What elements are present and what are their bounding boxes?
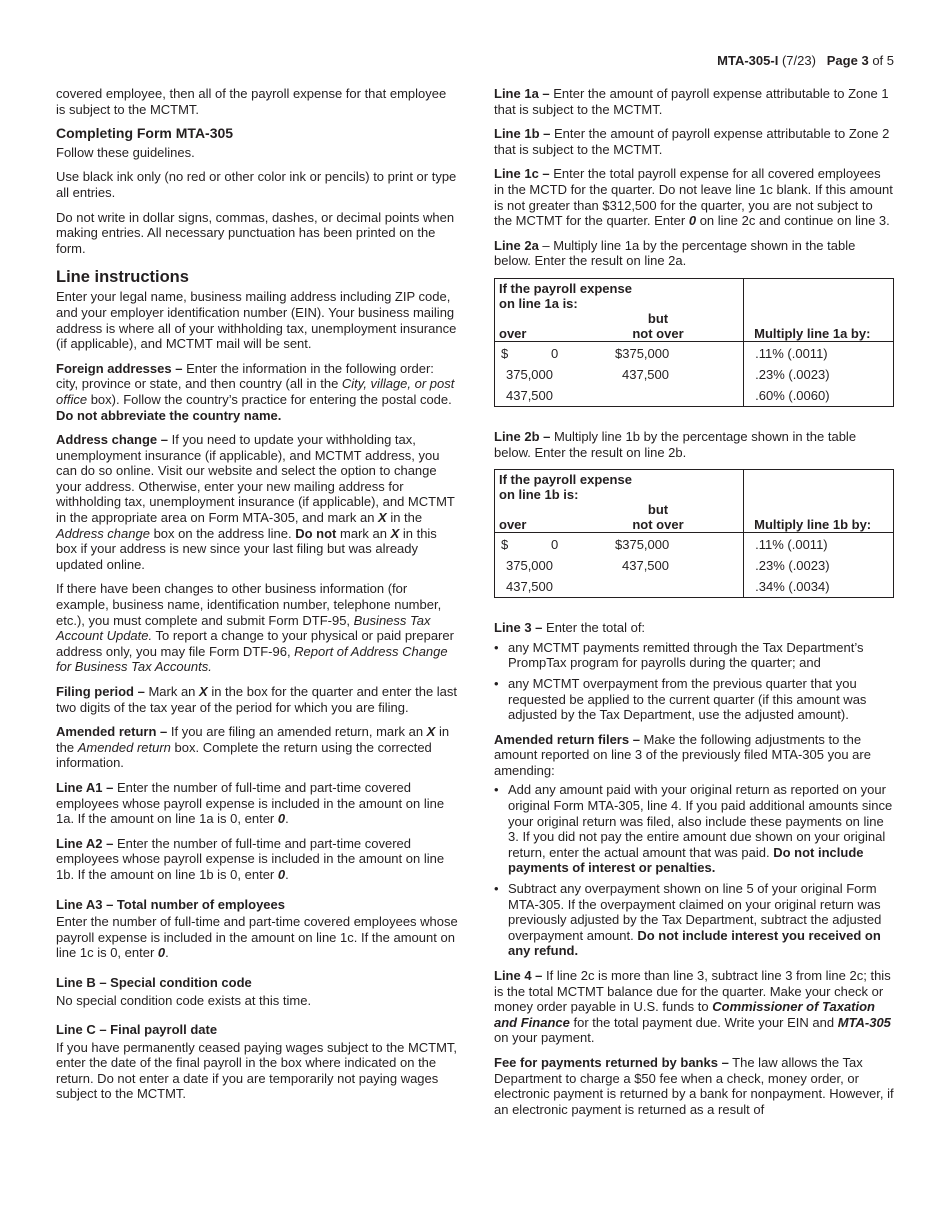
- t1-row1-not-over: $375,000: [615, 345, 670, 361]
- l1c-zero: 0: [688, 213, 697, 229]
- t2-row2-rate: .23% (.0023): [755, 558, 830, 574]
- a2-zero: 0: [277, 866, 286, 882]
- form-date: (7/23): [781, 53, 816, 68]
- a1-label: Line A1 –: [56, 779, 114, 795]
- t1-multiply-header: Multiply line 1a by:: [754, 325, 871, 341]
- a3-zero: 0: [157, 945, 166, 961]
- line-a1-paragraph: [56, 780, 458, 827]
- l1b-text: Enter the amount of payroll expense attributable to Zone 2 that is subject to the MCTMT.: [494, 126, 890, 157]
- fee-paragraph: [494, 1055, 894, 1117]
- l1c-label: Line 1c –: [494, 166, 550, 182]
- amended-text-a: If you are filing an amended return, mark an: [167, 724, 427, 740]
- l4-commissioner: Commissioner of Taxation and Finance: [494, 999, 876, 1030]
- other-changes-paragraph: [56, 581, 458, 675]
- t2-multiply-header: Multiply line 1b by:: [754, 517, 872, 533]
- line-3-paragraph: [494, 620, 894, 636]
- foreign-label: Foreign addresses –: [56, 360, 183, 376]
- line-1a-paragraph: [494, 86, 894, 117]
- address-change-paragraph: [56, 432, 458, 572]
- l4-label: Line 4 –: [494, 968, 543, 983]
- t1-but: but: [647, 310, 669, 326]
- completing-p2: Use black ink only (no red or other color ink or pencils) to print or type all entries.: [56, 169, 457, 200]
- amended-text-b: in the: [56, 724, 450, 755]
- t1-row2-over: 375,000: [506, 366, 553, 382]
- addr-text-c: box on the address line.: [149, 525, 296, 541]
- l4-mta305: MTA-305: [837, 1014, 891, 1030]
- line-instructions-paragraph: Enter your legal name, business mailing address including ZIP code, and your employer identification number (EIN). Your business mailing address is where all of your withholding tax, unemployment insurance (if applicable), and MCTMT mail will be sent.: [56, 289, 457, 352]
- list-item: [494, 881, 894, 959]
- amended-label: Amended return –: [56, 724, 168, 740]
- other-italic-2: Report of Address Change for Business Tax Accounts.: [56, 643, 448, 675]
- completing-title: Completing Form MTA-305: [56, 125, 234, 142]
- arf-b1-bold: Do not include payments of interest or penalties.: [508, 844, 864, 876]
- arf-label: Amended return filers –: [494, 731, 640, 747]
- l3-text: Enter the total of:: [542, 620, 646, 636]
- list-item: [494, 782, 894, 876]
- t1-row3-over: 437,500: [506, 387, 553, 403]
- fee-label: Fee for payments returned by banks –: [494, 1054, 729, 1070]
- amended-filers-list: [494, 782, 894, 959]
- addr-text-a: If you need to update your withholding tax, unemployment insurance (if applicable), and MCTMT address, you can do so online. Visit our website and select the option to change your address. Otherwise, enter your new mailing address for withholding tax, unemployment insurance (if applicable), and MCTMT in the appropriate area on Form MTA-305, and mark an: [56, 432, 455, 526]
- a3-text: Enter the number of full-time and part-time covered employees whose payroll expense is included in the amount on line 1c. If the amount on line 1c is 0, enter: [56, 914, 458, 961]
- amended-return-paragraph: [56, 724, 458, 771]
- foreign-italic: City, village, or post office: [56, 376, 455, 407]
- t2-over-header: over: [499, 517, 527, 533]
- l1c-text-b: on line 2c and continue on line 3.: [696, 213, 890, 229]
- line-b-paragraph: No special condition code exists at this time.: [56, 992, 312, 1008]
- a2-label: Line A2 –: [56, 835, 114, 851]
- page-header: [717, 53, 894, 69]
- addr-text-e: in this box if your address is new since your last filing but was already updated online.: [56, 525, 437, 572]
- a3-end: .: [165, 945, 169, 961]
- addr-text-b: in the: [386, 510, 423, 526]
- l2b-label: Line 2b –: [494, 428, 551, 444]
- line-a3-title: Line A3 – Total number of employees: [56, 896, 285, 912]
- filing-x: X: [199, 684, 208, 699]
- t2-row3-over: 437,500: [506, 579, 553, 595]
- t1-row2-not-over: 437,500: [622, 366, 669, 382]
- line-4-paragraph: [494, 968, 894, 1046]
- other-text-a: If there have been changes to other business information (for example, business name, identification number, telephone number, etc.), you must complete and submit Form DTF-95,: [56, 581, 442, 628]
- t2-row3-rate: .34% (.0034): [755, 579, 830, 595]
- l3-label: Line 3 –: [494, 620, 543, 636]
- t2-if-line1: If the payroll expense: [499, 472, 632, 488]
- a1-end: .: [285, 811, 289, 827]
- t2-if-line2: on line 1b is:: [499, 487, 579, 503]
- t1-row3-rate: .60% (.0060): [755, 387, 830, 403]
- line-1c-paragraph: [494, 166, 894, 228]
- filing-period-paragraph: [56, 684, 458, 715]
- t1-if-line2: on line 1a is:: [499, 295, 578, 311]
- line-b-title: Line B – Special condition code: [56, 974, 252, 990]
- a1-text: Enter the number of full-time and part-time covered employees whose payroll expense is included in the amount on line 1a. If the amount on line 1a is 0, enter: [56, 779, 445, 827]
- line-1b-paragraph: [494, 126, 894, 157]
- completing-p3: Do not write in dollar signs, commas, dashes, or decimal points when making entries. All necessary punctuation has been printed on the form.: [56, 209, 455, 256]
- other-italic-1: Business Tax Account Update.: [56, 612, 431, 644]
- filing-text-b: in the box for the quarter and enter the last two digits of the tax year of the period for which you are filing.: [56, 684, 458, 715]
- fee-text: The law allows the Tax Department to charge a $50 fee when a check, money order, or electronic payment is returned by a bank for nonpayment. However, if an electronic payment is returned as a result of: [494, 1054, 894, 1117]
- addr-italic: Address change: [56, 525, 150, 541]
- t1-not-over-header: not over: [632, 325, 684, 341]
- right-column: [494, 86, 894, 1126]
- t2-row2-not-over: 437,500: [622, 558, 669, 574]
- t1-over-header: over: [499, 325, 527, 341]
- page-total: of 5: [872, 53, 894, 68]
- l1a-label: Line 1a –: [494, 86, 550, 101]
- filing-text-a: Mark an: [144, 684, 200, 699]
- t1-row1-over: 0: [551, 345, 559, 361]
- a2-text: Enter the number of full-time and part-time covered employees whose payroll expense is included in the amount on line 1b. If the amount on line 1b is 0, enter: [56, 835, 445, 882]
- left-column: [56, 86, 458, 1111]
- l4-text-a: If line 2c is more than line 3, subtract line 3 from line 2c; this is the total MCTMT balance due for the quarter. Make your check or money order payable in U.S. funds to: [494, 968, 891, 1015]
- filing-label: Filing period –: [56, 684, 145, 699]
- t1-row1-rate: .11% (.0011): [755, 345, 828, 361]
- foreign-text-a: Enter the information in the following order: city, province or state, and then country (all in the: [56, 360, 434, 392]
- addr-donot: Do not: [295, 525, 337, 541]
- addr-x2: X: [390, 525, 400, 541]
- t2-row2-over: 375,000: [506, 558, 553, 574]
- page-label: Page: [826, 53, 858, 68]
- amended-italic: Amended return: [77, 739, 171, 755]
- a2-end: .: [285, 866, 289, 882]
- rate-table-1b: [494, 469, 894, 598]
- arf-b2-text: Subtract any overpayment shown on line 5 of your original Form MTA-305. If the overpayment claimed on your original return was previously adjusted by the Tax Department, subtract the adjusted overpayment amount.: [508, 881, 882, 943]
- line-instructions-title: Line instructions: [56, 268, 189, 287]
- completing-p1: Follow these guidelines.: [56, 144, 195, 160]
- line-3-list: [494, 640, 894, 723]
- l2a-text: – Multiply line 1a by the percentage shown in the table below. Enter the result on line 2a.: [494, 237, 856, 269]
- l4-text-b: for the total payment due. Write your EIN and: [569, 1014, 838, 1030]
- arf-b2-bold: Do not include interest you received on any refund.: [508, 927, 881, 959]
- foreign-text-b: box). Follow the country’s practice for entering the postal code.: [87, 391, 452, 407]
- foreign-addresses-paragraph: [56, 361, 458, 423]
- arf-text: Make the following adjustments to the amount reported on line 3 of the previously filed MTA-305 you are amending:: [494, 731, 871, 778]
- t2-row1-over: 0: [551, 537, 559, 553]
- intro-paragraph: covered employee, then all of the payroll expense for that employee is subject to the MCTMT.: [56, 86, 447, 117]
- l2a-label: Line 2a: [494, 237, 539, 253]
- t1-if-line1: If the payroll expense: [499, 280, 632, 296]
- l1a-text: Enter the amount of payroll expense attributable to Zone 1 that is subject to the MCTMT.: [494, 86, 889, 117]
- list-item: • any MCTMT payments remitted through the Tax Department’s PrompTax program for payrolls during the quarter; and: [494, 640, 894, 671]
- l4-text-c: on your payment.: [494, 1030, 595, 1046]
- foreign-bold: Do not abbreviate the country name.: [56, 407, 282, 423]
- addr-x1: X: [378, 510, 387, 526]
- page-number: 3: [861, 53, 869, 68]
- t2-row1-rate: .11% (.0011): [755, 537, 828, 553]
- amended-text-c: box. Complete the return using the corrected information.: [56, 739, 432, 771]
- t2-row1-not-over: $375,000: [615, 537, 670, 553]
- a1-zero: 0: [277, 811, 286, 827]
- line-c-title: Line C – Final payroll date: [56, 1022, 218, 1038]
- amended-x: X: [426, 724, 436, 740]
- l2b-text: Multiply line 1b by the percentage shown in the table below. Enter the result on line 2b.: [494, 428, 857, 460]
- line-2a-paragraph: [494, 238, 894, 269]
- l1b-label: Line 1b –: [494, 126, 551, 142]
- other-text-b: To report a change to your physical or paid preparer address only, you may file Form DTF-96,: [56, 628, 454, 659]
- form-number: MTA-305-I: [717, 53, 779, 68]
- t1-row2-rate: .23% (.0023): [755, 366, 830, 382]
- address-change-label: Address change –: [56, 432, 168, 448]
- t2-not-over-header: not over: [632, 517, 684, 533]
- rate-table-1a: [494, 278, 894, 407]
- line-a2-paragraph: [56, 836, 458, 883]
- line-2b-paragraph: [494, 429, 894, 460]
- amended-filers-paragraph: [494, 732, 894, 779]
- l1c-text-a: Enter the total payroll expense for all covered employees in the MCTD for the quarter. Do not leave line 1c blank. If this amount is not greater than $312,500 for the quarter, you are not subject to the MCTMT for the quarter. Enter: [494, 166, 893, 229]
- line-c-paragraph: If you have permanently ceased paying wages subject to the MCTMT, enter the date of the final payroll in the box where indicated on the return. Do not enter a date if you are temporarily not paying wages subject to the MCTMT.: [56, 1039, 458, 1102]
- t2-row1-dollar: $: [501, 537, 509, 553]
- addr-text-d: mark an: [336, 525, 391, 541]
- t1-row1-dollar: $: [501, 345, 509, 361]
- arf-b1-text: Add any amount paid with your original return as reported on your original Form MTA-305, line 4. If you paid additional amounts since your original return was filed, also include these payments on line 3. If you did not pay the entire amount due shown on your original return, enter the actual amount that was paid.: [508, 782, 893, 860]
- t2-but: but: [647, 502, 669, 518]
- line-a3-paragraph: [56, 914, 458, 961]
- list-item: • any MCTMT overpayment from the previous quarter that you requested be applied to the current quarter (if this amount was adjusted by the Tax Department, use the adjusted amount).: [494, 676, 894, 723]
